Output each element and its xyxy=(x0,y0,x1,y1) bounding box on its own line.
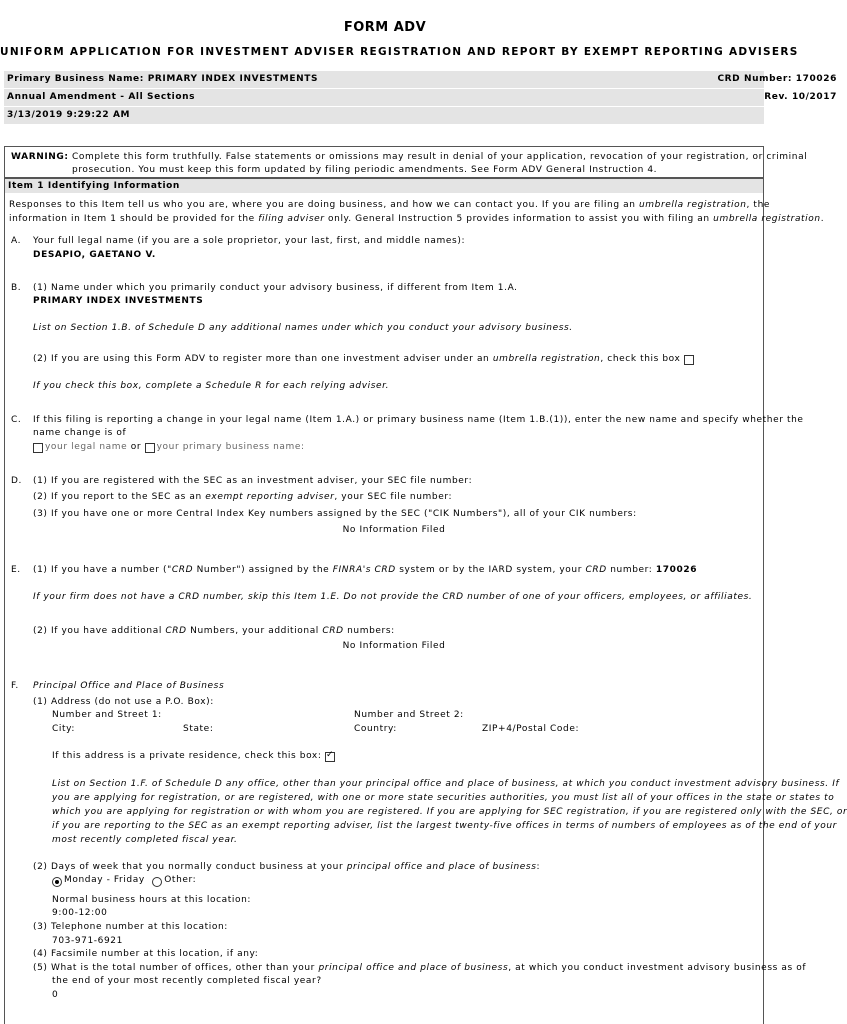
monday-friday-label: Monday - Friday xyxy=(64,875,145,885)
item-f-note-line-2: you are applying for registration, or are registered, with one or more state securities authorities, you must list all of your offices in the state or states to xyxy=(52,793,835,803)
item-d-letter: D. xyxy=(11,476,22,486)
item-f-note-line-4: if you are reporting to the SEC as an exempt reporting adviser, list the largest twenty-five offices in terms of numbers of employees as of the end of your xyxy=(52,821,837,831)
hours-label: Normal business hours at this location: xyxy=(52,895,252,905)
street-1-label: Number and Street 1: xyxy=(52,710,162,720)
item-c-letter: C. xyxy=(11,415,22,425)
item1-title: Item 1 Identifying Information xyxy=(8,181,180,191)
warning-label: WARNING: xyxy=(11,152,69,162)
days-options xyxy=(52,875,196,885)
crd-number: CRD Number: 170026 xyxy=(717,74,837,84)
item-b-letter: B. xyxy=(11,283,22,293)
business-name-option-label: your primary business name: xyxy=(156,442,305,452)
item-e-letter: E. xyxy=(11,565,21,575)
monday-friday-radio[interactable] xyxy=(52,877,62,887)
item-e-question-1: (1) If you have a number ("CRD Number") assigned by the FINRA's CRD system or by the IARD system, your CRD number: 170026 xyxy=(33,565,698,575)
item-d-question-2: (2) If you report to the SEC as an exempt reporting adviser, your SEC file number: xyxy=(33,492,453,502)
name-change-options: your legal name or your primary business name: xyxy=(33,442,305,452)
phone-label: (3) Telephone number at this location: xyxy=(33,922,228,932)
item-b-note-2: If you check this box, complete a Schedule R for each relying adviser. xyxy=(33,381,390,391)
crd-number-value: 170026 xyxy=(655,565,698,575)
private-residence-question: If this address is a private residence, check this box: ✓ xyxy=(52,751,337,761)
city-label: City: xyxy=(52,724,76,734)
item-f-note-line-1: List on Section 1.F. of Schedule D any office, other than your principal office and place of business, at which you conduct investment advisory business. If xyxy=(52,779,840,789)
item1-intro-line-1: Responses to this Item tell us who you are, where you are doing business, and how we can contact you. If you are filing an umbrella registration, the xyxy=(9,200,771,210)
additional-crd-no-information: No Information Filed xyxy=(342,641,446,651)
umbrella-registration-checkbox[interactable] xyxy=(684,355,694,365)
state-label: State: xyxy=(183,724,214,734)
item-f-note-line-5: most recently completed fiscal year. xyxy=(52,835,238,845)
address-label: (1) Address (do not use a P.O. Box): xyxy=(33,697,214,707)
legal-name-change-checkbox[interactable] xyxy=(33,443,43,453)
cik-no-information: No Information Filed xyxy=(342,525,446,535)
item-a-question: Your full legal name (if you are a sole proprietor, your last, first, and middle names): xyxy=(33,236,466,246)
offices-question-line-2: the end of your most recently completed fiscal year? xyxy=(52,976,322,986)
item-a-letter: A. xyxy=(11,236,22,246)
other-days-label: Other: xyxy=(164,875,197,885)
timestamp: 3/13/2019 9:29:22 AM xyxy=(7,110,131,120)
business-name-change-checkbox[interactable] xyxy=(145,443,155,453)
item-d-question-3: (3) If you have one or more Central Index Key numbers assigned by the SEC ("CIK Numbers"), all of your CIK numbers: xyxy=(33,509,637,519)
item-b-question-2: (2) If you are using this Form ADV to register more than one investment adviser under an umbrella registration, check this box xyxy=(33,354,696,364)
form-subtitle: UNIFORM APPLICATION FOR INVESTMENT ADVISER REGISTRATION AND REPORT BY EXEMPT REPORTING ADVISERS xyxy=(0,46,799,58)
item-f-heading: Principal Office and Place of Business xyxy=(33,681,225,691)
item-f-note-line-3: which you are applying for registration or with whom you are registered. If you are applying for SEC registration, if you are registered only with the SEC, or xyxy=(52,807,847,817)
item-f-letter: F. xyxy=(11,681,19,691)
amendment-type: Annual Amendment - All Sections xyxy=(7,92,196,102)
item-c-question-line-1: If this filing is reporting a change in your legal name (Item 1.A.) or primary business name (Item 1.B.(1)), enter the new name and specify whether the xyxy=(33,415,804,425)
country-label: Country: xyxy=(354,724,397,734)
item-b-note-1: List on Section 1.B. of Schedule D any additional names under which you conduct your advisory business. xyxy=(33,323,573,333)
legal-name-answer: DESAPIO, GAETANO V. xyxy=(33,250,156,260)
days-question: (2) Days of week that you normally conduct business at your principal office and place of business: xyxy=(33,862,541,872)
item-b-question-1: (1) Name under which you primarily conduct your advisory business, if different from Item 1.A. xyxy=(33,283,518,293)
offices-question: (5) What is the total number of offices, other than your principal office and place of business, at which you conduct investment advisory business as of xyxy=(33,963,807,973)
fax-label: (4) Facsimile number at this location, if any: xyxy=(33,949,259,959)
business-name-answer: PRIMARY INDEX INVESTMENTS xyxy=(33,296,204,306)
item-d-question-1: (1) If you are registered with the SEC as an investment adviser, your SEC file number: xyxy=(33,476,473,486)
item1-intro-line-2: information in Item 1 should be provided for the filing adviser only. General Instruction 5 provides information to assist you with filing an umbrella registration. xyxy=(9,214,825,224)
legal-name-option-label: your legal name xyxy=(45,442,128,452)
business-name: Primary Business Name: PRIMARY INDEX INVESTMENTS xyxy=(7,74,319,84)
offices-value: 0 xyxy=(52,990,59,1000)
item-e-question-2: (2) If you have additional CRD Numbers, your additional CRD numbers: xyxy=(33,626,395,636)
form-title: FORM ADV xyxy=(343,20,427,35)
warning-line-1: Complete this form truthfully. False statements or omissions may result in denial of your application, revocation of your registration, or criminal xyxy=(72,152,808,162)
item-e-note: If your firm does not have a CRD number, skip this Item 1.E. Do not provide the CRD number of one of your officers, employees, or affiliates. xyxy=(33,592,753,602)
private-residence-checkbox[interactable] xyxy=(325,752,335,762)
item-c-question-line-2: name change is of xyxy=(33,428,127,438)
phone-value: 703-971-6921 xyxy=(52,936,123,946)
revision: Rev. 10/2017 xyxy=(764,92,837,102)
zip-label: ZIP+4/Postal Code: xyxy=(482,724,580,734)
hours-value: 9:00-12:00 xyxy=(52,908,108,918)
street-2-label: Number and Street 2: xyxy=(354,710,464,720)
warning-line-2: prosecution. You must keep this form updated by filing periodic amendments. See Form ADV General Instruction 4. xyxy=(72,165,658,175)
